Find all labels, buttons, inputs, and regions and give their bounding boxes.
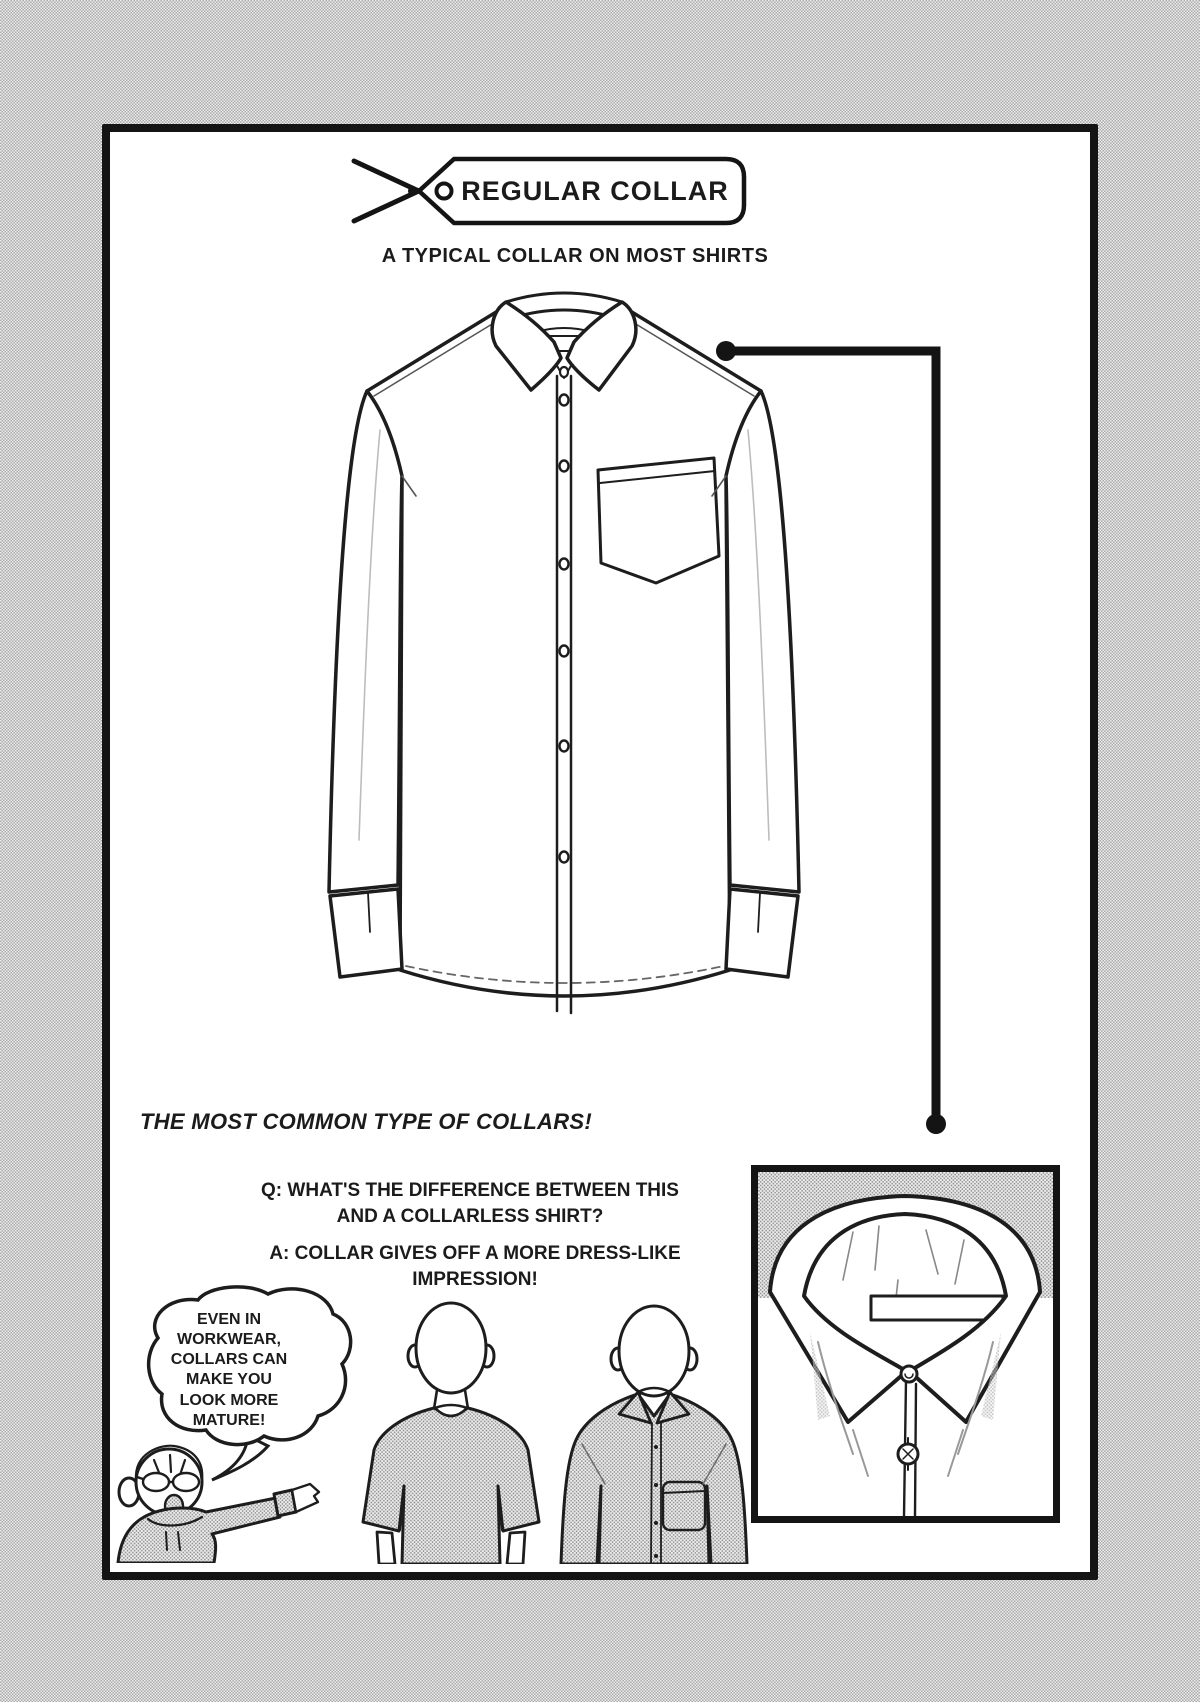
- subtitle: A TYPICAL COLLAR ON MOST SHIRTS: [381, 245, 769, 267]
- workshirt-body: [561, 1394, 747, 1564]
- caption: THE MOST COMMON TYPE OF COLLARS!: [140, 1109, 593, 1134]
- figure-collared-shirt: [561, 1306, 747, 1564]
- figure-tshirt: [363, 1303, 539, 1564]
- workshirt-pocket: [663, 1482, 705, 1530]
- tag-title: REGULAR COLLAR: [461, 175, 729, 206]
- question-text: Q: WHAT'S THE DIFFERENCE BETWEEN THIS AND A COLLARLESS SHIRT?: [261, 1180, 679, 1227]
- right-arm: [507, 1532, 525, 1564]
- blank-head: [416, 1303, 486, 1393]
- collar-button: [560, 367, 568, 377]
- speech-bubble-text: EVEN IN WORKWEAR, COLLARS CAN MAKE YOU LOOK MORE MATURE!: [170, 1311, 288, 1429]
- left-sleeve: [329, 391, 402, 892]
- collar-closeup: [758, 1172, 1053, 1516]
- page-panel: [102, 124, 1098, 1580]
- chest-pocket: [598, 458, 719, 583]
- collar-band-button: [901, 1366, 917, 1382]
- left-arm: [377, 1532, 395, 1564]
- left-cuff: [330, 889, 402, 977]
- hoodie-body: [118, 1498, 280, 1563]
- inner-label: [871, 1296, 1003, 1320]
- answer-text: A: COLLAR GIVES OFF A MORE DRESS-LIKE IMPRESSION!: [269, 1243, 681, 1290]
- comparison-figures: [320, 1282, 750, 1564]
- callout-pointer-line: [715, 340, 950, 1140]
- blank-head: [619, 1306, 689, 1396]
- collar-inset-panel: [751, 1165, 1060, 1523]
